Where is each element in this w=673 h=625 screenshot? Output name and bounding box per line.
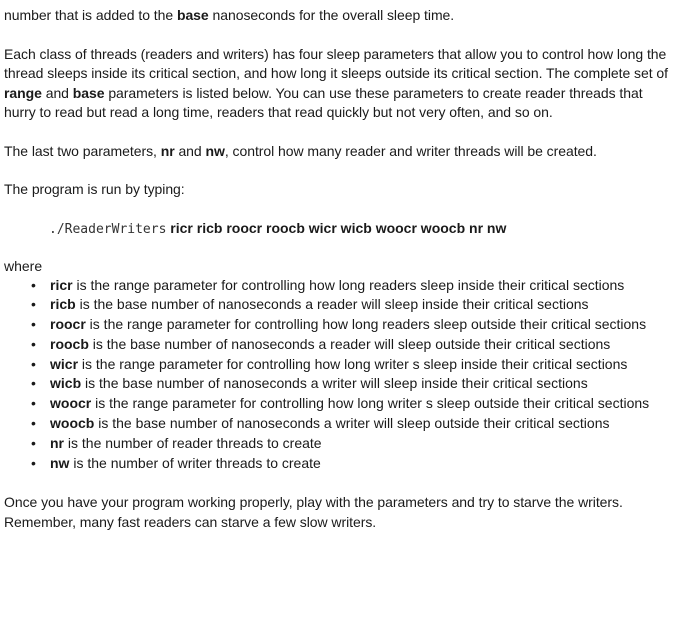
- parameter-description: is the range parameter for controlling how long readers sleep inside their critical sections: [72, 276, 625, 293]
- parameter-name: woocb: [50, 415, 95, 432]
- bullet-icon: •: [31, 335, 36, 352]
- run-instructions-paragraph: The program is run by typing:: [4, 181, 185, 197]
- bullet-icon: •: [31, 316, 36, 333]
- parameter-description: is the base number of nanoseconds a writer will sleep outside their critical sections: [94, 415, 610, 432]
- parameter-item-roocr: [4, 315, 668, 335]
- bullet-icon: •: [31, 454, 36, 471]
- intro-text-pre: number that is added to the: [4, 7, 177, 23]
- bullet-icon: •: [31, 355, 36, 372]
- bullet-icon: •: [31, 296, 36, 313]
- thread-classes-paragraph: [4, 45, 668, 123]
- parameter-item-ricb: [4, 295, 668, 315]
- bullet-icon: •: [31, 375, 36, 392]
- parameter-item-wicb: [4, 374, 668, 394]
- parameter-name: ricr: [50, 276, 73, 293]
- classes-text-2: parameters is listed below. You can use these parameters to create reader threads that hurry to read but read a long time, readers that read quickly but not very often, and so on.: [4, 84, 643, 120]
- last-two-pre: The last two parameters,: [4, 142, 161, 159]
- parameter-description: is the number of reader threads to create: [64, 434, 322, 451]
- parameter-name: roocr: [50, 316, 86, 333]
- command-line: [49, 218, 668, 240]
- parameter-description: is the base number of nanoseconds a reader will sleep outside their critical sections: [88, 335, 611, 352]
- parameter-item-nw: [4, 454, 668, 474]
- document-body: [4, 0, 668, 532]
- parameter-name: ricb: [50, 296, 76, 313]
- parameter-description: is the number of writer threads to create: [69, 454, 321, 471]
- parameter-item-nr: [4, 434, 668, 454]
- parameter-name: nw: [50, 454, 70, 471]
- parameter-list: [4, 276, 668, 474]
- parameter-name: woocr: [50, 395, 92, 412]
- last-two-and: and: [174, 142, 206, 159]
- last-two-post: , control how many reader and writer threads will be created.: [224, 142, 597, 159]
- bullet-icon: •: [31, 415, 36, 432]
- classes-bold-base: base: [72, 84, 105, 101]
- parameter-item-woocr: [4, 394, 668, 414]
- classes-and: and: [41, 84, 73, 101]
- classes-bold-range: range: [4, 84, 42, 101]
- parameter-item-woocb: [4, 414, 668, 434]
- parameter-description: is the range parameter for controlling how long readers sleep outside their critical sections: [85, 316, 647, 333]
- parameter-name: nr: [50, 434, 64, 451]
- last-two-nr: nr: [160, 142, 175, 159]
- intro-text-post: nanoseconds for the overall sleep time.: [208, 7, 455, 23]
- command-program: ./ReaderWriters: [49, 221, 167, 237]
- last-two-nw: nw: [205, 142, 225, 159]
- parameter-description: is the base number of nanoseconds a writer will sleep inside their critical sections: [81, 375, 588, 392]
- parameter-item-wicr: [4, 355, 668, 375]
- parameter-description: is the base number of nanoseconds a reader will sleep inside their critical sections: [75, 296, 589, 313]
- parameter-name: wicr: [50, 355, 79, 372]
- parameter-description: is the range parameter for controlling how long writer s sleep outside their critical sections: [91, 395, 650, 412]
- bullet-icon: •: [31, 434, 36, 451]
- parameter-item-roocb: [4, 335, 668, 355]
- closing-paragraph: Once you have your program working properly, play with the parameters and try to starve the writers. Remember, many fast readers can starve a few slow writers.: [4, 494, 623, 530]
- parameter-description: is the range parameter for controlling how long writer s sleep inside their critical sections: [78, 355, 628, 372]
- parameter-name: wicb: [50, 375, 82, 392]
- parameter-name: roocb: [50, 335, 89, 352]
- last-two-parameters-paragraph: [4, 142, 668, 162]
- bullet-icon: •: [31, 276, 36, 293]
- bullet-icon: •: [31, 395, 36, 412]
- classes-text-1: Each class of threads (readers and writers) has four sleep parameters that allow you to control how long the thread sleeps inside its critical section, and how long it sleeps outside its critical section. The complete set of: [4, 45, 668, 81]
- command-args: ricr ricb roocr roocb wicr wicb woocr woocb nr nw: [170, 219, 507, 236]
- intro-paragraph: [4, 6, 668, 26]
- intro-bold-base: base: [176, 7, 209, 23]
- parameter-item-ricr: [4, 276, 668, 296]
- where-label: where: [4, 257, 43, 274]
